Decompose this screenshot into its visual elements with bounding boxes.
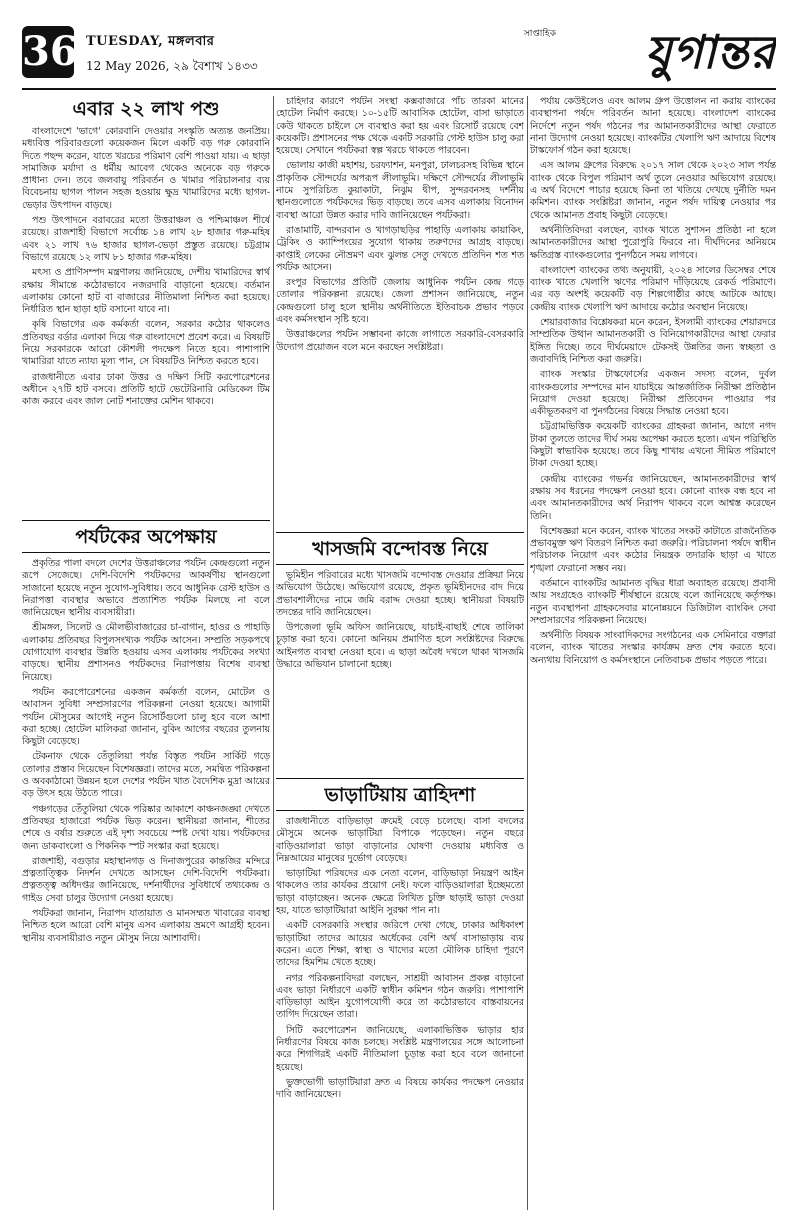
article-paragraph: শ্রীমঙ্গল, সিলেট ও মৌলভীবাজারের চা-বাগান, হাওর ও পাহাড়ি এলাকায় প্রতিবছর বিপুলসংখ্যক পর্যটক আসেন। সম্প্রতি সড়কপথে যোগাযোগ ব্যবস্থার উন্নতি হওয়ায় এসব এলাকায় পর্যটকের সংখ্যা বাড়ছে। স্থানীয় প্রশাসনও পর্যটকদের নিরাপত্তায় বিশেষ ব্যবস্থা নিয়েছে। (22, 622, 270, 683)
article-paragraph: কৃষি বিভাগের এক কর্মকর্তা বলেন, সরকার কঠোর থাকলেও প্রতিবছর বর্ডার এলাকা দিয়ে গরু বাংলাদেশে প্রবেশ করে। এ বিষয়টি নিয়ে সরকারকে আরো কৌশলী পদক্ষেপ নিতে হবে। পাশাপাশি খামারিরা যাতে ন্যায্য মূল্য পান, সে বিষয়টিও নিশ্চিত করতে হবে। (22, 319, 270, 368)
column-divider (273, 96, 274, 1210)
newspaper-page (22, 22, 776, 1210)
column-divider (527, 96, 528, 1210)
article-livestock (22, 96, 270, 516)
headline-livestock: এবার ২২ লাখ পশু (72, 98, 220, 120)
column-1 (22, 96, 270, 1210)
article-paragraph: পশু উৎপাদনে বরাবরের মতো উত্তরাঞ্চল ও পশ্চিমাঞ্চল শীর্ষে রয়েছে। রাজশাহী বিভাগে সর্বোচ্চ ১৪ লাখ ২৮ হাজার গরু-মহিষ এবং ২১ লাখ ৭৬ হাজার ছাগল-ভেড়া প্রস্তুত রয়েছে। চট্টগ্রাম বিভাগে রয়েছে ১২ লাখ ৮১ হাজার গরু-মহিষ। (22, 215, 270, 263)
date-label: 12 May 2026, ২৯ বৈশাখ ১৪৩৩ (86, 59, 258, 73)
article-tenants (276, 774, 524, 1194)
article-paragraph: বাংলাদেশে 'ভাগে' কোরবানি দেওয়ার সংস্কৃতি অত্যন্ত জনপ্রিয়। মধ্যবিত্ত পরিবারগুলো কয়েকজন মিলে একটি বড় গরু কোরবানি দিতে পছন্দ করেন, যাতে খরচের পরিমাণ বেশি পাওয়া যায়। এ ছাড়া সামাজিক মর্যাদা ও ধর্মীয় আবেগ থেকেও অনেকে বড় গরুকে প্রাধান্য দেন। তবে জলবায়ু পরিবর্তন ও খামার পরিচালনার ব্যয় বিবেচনায় ছাগল পালন সহজ হওয়ায় ক্ষুদ্র খামারিদের মধ্যে ছাগল-ভেড়ার উৎপাদন বাড়ছে। (22, 126, 270, 211)
article-paragraph: উত্তরাঞ্চলের পর্যটন সম্ভাবনা কাজে লাগাতে সরকারি-বেসরকারি উদ্যোগ প্রয়োজন বলে মনে করছেন সংশ্লিষ্টরা। (276, 329, 524, 353)
page-number: 36 (22, 26, 74, 78)
article-paragraph: এস আলম গ্রুপের বিরুদ্ধে ২০১৭ সাল থেকে ২০২৩ সাল পর্যন্ত ব্যাংক থেকে বিপুল পরিমাণ অর্থ তুলে নেওয়ার অভিযোগ রয়েছে। এ অর্থ বিদেশে পাচার হয়েছে কিনা তা খতিয়ে দেখছে দুর্নীতি দমন কমিশন। ব্যাংক সংশ্লিষ্টরা জানান, নতুন পর্ষদ দায়িত্ব নেওয়ার পর থেকে আমানত প্রবাহ কিছুটা বেড়েছে। (530, 160, 776, 221)
article-body (276, 816, 524, 1102)
article-paragraph: পর্যটকরা জানান, নিরাপদ যাতায়াত ও মানসম্মত খাবারের ব্যবস্থা নিশ্চিত হলে আরো বেশি মানুষ এসব এলাকায় ভ্রমণে আগ্রহী হবেন। স্থানীয় ব্যবসায়ীরাও নতুন মৌসুম নিয়ে আশাবাদী। (22, 908, 270, 944)
article-paragraph: পর্যায় কেউইলেও এবং আলম গ্রুপ উত্তোলন না করায় ব্যাংকের ব্যবস্থাপনা পর্ষদে পরিবর্তন আনা হয়েছে। বাংলাদেশ ব্যাংকের নির্দেশে নতুন পর্ষদ গঠনের পর আমানতকারীদের আস্থা ফেরাতে নানা উদ্যোগ নেওয়া হয়েছে। ব্যাংকটির খেলাপি ঋণ আদায়ে বিশেষ টাস্কফোর্স গঠন করা হয়েছে। (530, 96, 776, 157)
article-tourism (22, 516, 270, 1196)
article-paragraph: বিশেষজ্ঞরা মনে করেন, ব্যাংক খাতের সংকট কাটাতে রাজনৈতিক প্রভাবমুক্ত ঋণ বিতরণ নিশ্চিত করা জরুরি। পরিচালনা পর্ষদে স্বাধীন পরিচালক নিয়োগ এবং কঠোর নিয়ন্ত্রক তদারকি ছাড়া এ খাতে শৃঙ্খলা ফেরানো সম্ভব নয়। (530, 525, 776, 574)
article-body (276, 570, 524, 671)
article-paragraph: রাজধানীতে বাড়িভাড়া ক্রমেই বেড়ে চলেছে। বাসা বদলের মৌসুমে অনেক ভাড়াটিয়া বিপাকে পড়েছেন। নতুন বছরে বাড়িওয়ালারা ভাড়া বাড়ানোর ঘোষণা দেওয়ায় মধ্যবিত্ত ও নিম্নআয়ের মানুষের দুর্ভোগ বেড়েছে। (276, 816, 524, 864)
article-paragraph: রাঙামাটি, বান্দরবান ও খাগড়াছড়ির পাহাড়ি এলাকায় কায়াকিং, ট্রেকিং ও ক্যাম্পিংয়ের সুযোগ থাকায় তরুণদের আগ্রহ বাড়ছে। কাপ্তাই লেকের নৌভ্রমণ এবং ঝুলন্ত সেতু দেখতে প্রতিদিন শত শত পর্যটক আসেন। (276, 224, 524, 273)
article-tourism-continued (276, 96, 524, 528)
article-paragraph: ভুক্তভোগী ভাড়াটিয়ারা দ্রুত এ বিষয়ে কার্যকর পদক্ষেপ নেওয়ার দাবি জানিয়েছেন। (276, 1076, 524, 1101)
article-body (22, 126, 270, 409)
article-paragraph: নগর পরিকল্পনাবিদরা বলছেন, সাশ্রয়ী আবাসন প্রকল্প বাড়ানো এবং ভাড়া নির্ধারণে একটি স্বাধীন কমিশন গঠন জরুরি। পাশাপাশি বাড়িভাড়া আইন যুগোপযোগী করে তা কঠোরভাবে বাস্তবায়নের তাগিদ দিয়েছেন তারা। (276, 972, 524, 1021)
article-paragraph: রংপুর বিভাগের প্রতিটি জেলায় আধুনিক পর্যটন কেন্দ্র গড়ে তোলার পরিকল্পনা রয়েছে। জেলা প্রশাসন জানিয়েছে, নতুন কেন্দ্রগুলো চালু হলে স্থানীয় অর্থনীতিতে ইতিবাচক প্রভাব পড়বে এবং কর্মসংস্থান সৃষ্টি হবে। (276, 277, 524, 326)
article-paragraph: ভোলায় কাজী মহাশয়, চরফ্যাশন, মনপুরা, ঢালচরসহ বিভিন্ন স্থানে প্রাকৃতিক সৌন্দর্যের অপরূপ লীলাভূমি। দক্ষিণে সৌন্দর্যের লীলাভূমি নামে সুপরিচিত কুয়াকাটা, নিঝুম দ্বীপ, সুন্দরবনসহ দর্শনীয় স্থানগুলোতে পর্যটকদের ভিড় বাড়ছে। তবে এসব এলাকায় বিনোদন ব্যবস্থা আরো উন্নত করার দাবি জানিয়েছেন পর্যটকরা। (276, 160, 524, 221)
headline-tenants: ভাড়াটিয়ায় ত্রাহিদশা (276, 778, 524, 811)
article-banking (530, 96, 776, 1206)
column-3 (530, 96, 776, 1210)
page-header (22, 22, 776, 90)
column-2 (276, 96, 524, 1210)
article-paragraph: চাহিদার কারণে পর্যটন সংস্থা কক্সবাজারে পাঁচ তারকা মানের হোটেল নির্মাণ করছে। ১০-১৫টি আবাসিক হোটেল, বাসা ভাড়াতে কেউ থাকতে চাইলে সে ব্যবস্থাও করা হয় এবং রিসোর্ট রয়েছে বেশ কয়েকটি। প্রশাসনের পক্ষ থেকে একটি সরকারি গেস্ট হাউস চালু করা হয়েছে। সেখানে পর্যটকরা স্বল্প খরচে থাকতে পারবেন। (276, 96, 524, 157)
masthead-logo: যুগান্তর (645, 25, 776, 79)
article-paragraph: উপজেলা ভূমি অফিস জানিয়েছে, যাচাই-বাছাই শেষে তালিকা চূড়ান্ত করা হবে। কোনো অনিয়ম প্রমাণিত হলে সংশ্লিষ্টদের বিরুদ্ধে আইনগত ব্যবস্থা নেওয়া হবে। এ ছাড়া অবৈধ দখলে থাকা খাসজমি উদ্ধারে অভিযান চালানো হচ্ছে। (276, 622, 524, 671)
article-paragraph: অর্থনীতিবিদরা বলছেন, ব্যাংক খাতে সুশাসন প্রতিষ্ঠা না হলে আমানতকারীদের আস্থা পুরোপুরি ফিরবে না। দীর্ঘদিনের অনিয়মে ক্ষতিগ্রস্ত ব্যাংকগুলোর পুনর্গঠনে সময় লাগবে। (530, 224, 776, 261)
article-paragraph: শেয়ারবাজার বিশ্লেষকরা মনে করেন, ইসলামী ব্যাংকের শেয়ারদরে সাম্প্রতিক উত্থান আমানতকারী ও বিনিয়োগকারীদের আস্থা ফেরার ইঙ্গিত দিচ্ছে। তবে দীর্ঘমেয়াদে টেকসই উন্নতির জন্য স্বচ্ছতা ও জবাবদিহি নিশ্চিত করা জরুরি। (530, 317, 776, 365)
article-paragraph: পর্যটন করপোরেশনের একজন কর্মকর্তা বলেন, মোটেল ও আবাসন সুবিধা সম্প্রসারণের পরিকল্পনা নেওয়া হয়েছে। আগামী পর্যটন মৌসুমের আগেই নতুন রিসোর্টগুলো চালু হবে বলে আশা করা হচ্ছে। হোটেল মালিকরা জানান, বুকিং আগের বছরের তুলনায় কিছুটা বেড়েছে। (22, 686, 270, 748)
article-paragraph: পঞ্চগড়ের তেঁতুলিয়া থেকে পরিষ্কার আকাশে কাঞ্চনজঙ্ঘা দেখতে প্রতিবছর হাজারো পর্যটক ভিড় করেন। স্থানীয়রা জানান, শীতের শেষে ও বর্ষার শুরুতে এই দৃশ্য সবচেয়ে স্পষ্ট দেখা যায়। পর্যটকদের জন্য ডাকবাংলো ও পিকনিক স্পট সংস্কার করা হয়েছে। (22, 803, 270, 852)
article-body (530, 96, 776, 667)
article-paragraph: চট্টগ্রামভিত্তিক কয়েকটি ব্যাংকের গ্রাহকরা জানান, আগে নগদ টাকা তুলতে তাদের দীর্ঘ সময় অপেক্ষা করতে হতো। এখন পরিস্থিতি কিছুটা স্বাভাবিক হয়েছে। তবে কিছু শাখায় এখনো সীমিত পরিমাণে টাকা দেওয়া হচ্ছে। (530, 421, 776, 470)
article-paragraph: ভাড়াটিয়া পরিষদের এক নেতা বলেন, বাড়িভাড়া নিয়ন্ত্রণ আইন থাকলেও তার কার্যকর প্রয়োগ নেই। ফলে বাড়িওয়ালারা ইচ্ছেমতো ভাড়া বাড়াচ্ছেন। অনেক ক্ষেত্রে লিখিত চুক্তি ছাড়াই ভাড়া দেওয়া হয়, যাতে ভাড়াটিয়ারা আইনি সুরক্ষা পান না। (276, 868, 524, 917)
headline-tourism: পর্যটকের অপেক্ষায় (22, 520, 270, 553)
article-paragraph: অর্থনীতি বিষয়ক সাংবাদিকদের সংগঠনের এক সেমিনারে বক্তারা বলেন, ব্যাংক খাতের সংস্কার কার্যক্রম দ্রুত শেষ করতে হবে। অন্যথায় বিনিয়োগ ও কর্মসংস্থানে নেতিবাচক প্রভাব পড়তে পারে। (530, 630, 776, 666)
article-body (276, 96, 524, 354)
columns (22, 96, 776, 1210)
article-paragraph: মৎস্য ও প্রাণিসম্পদ মন্ত্রণালয় জানিয়েছে, দেশীয় খামারিদের স্বার্থ রক্ষায় সীমান্তে কঠোরভাবে নজরদারি বাড়ানো হয়েছে। বর্তমান এলাকায় কোনো হাট বা বাজারের নীতিমালা নিশ্চিত করা হয়েছে। নির্ধারিত স্থান ছাড়া হাট বসানো যাবে না। (22, 267, 270, 316)
article-paragraph: কেন্দ্রীয় ব্যাংকের গভর্নর জানিয়েছেন, আমানতকারীদের স্বার্থ রক্ষায় সব ধরনের পদক্ষেপ নেওয়া হবে। কোনো ব্যাংক বন্ধ হবে না এবং আমানতকারীদের অর্থ নিরাপদ থাকবে বলে আশ্বস্ত করেছেন তিনি। (530, 473, 776, 522)
article-paragraph: সিটি করপোরেশন জানিয়েছে, এলাকাভিত্তিক ভাড়ার হার নির্ধারণের বিষয়ে কাজ চলছে। সংশ্লিষ্ট মন্ত্রণালয়ের সঙ্গে আলোচনা করে শিগগিরই একটি নীতিমালা চূড়ান্ত করা হবে বলে জানানো হয়েছে। (276, 1024, 524, 1073)
masthead (476, 22, 776, 84)
article-khas-land (276, 528, 524, 774)
masthead-tag: সাপ্তাহিক (523, 29, 556, 39)
day-label: TUESDAY, মঙ্গলবার (86, 34, 215, 49)
article-paragraph: একটি বেসরকারি সংস্থার জরিপে দেখা গেছে, ঢাকার অধিকাংশ ভাড়াটিয়া তাদের আয়ের অর্ধেকের বেশি অর্থ বাসাভাড়ায় ব্যয় করেন। এতে শিক্ষা, স্বাস্থ্য ও খাদ্যের মতো মৌলিক চাহিদা পূরণে তাদের হিমশিম খেতে হচ্ছে। (276, 920, 524, 969)
article-paragraph: ব্যাংক সংস্কার টাস্কফোর্সের একজন সদস্য বলেন, দুর্বল ব্যাংকগুলোর সম্পদের মান যাচাইয়ে আন্তর্জাতিক নিরীক্ষা প্রতিষ্ঠান নিয়োগ দেওয়া হয়েছে। নিরীক্ষা প্রতিবেদন পাওয়ার পর একীভূতকরণ বা পুনর্গঠনের বিষয়ে সিদ্ধান্ত নেওয়া হবে। (530, 369, 776, 418)
article-paragraph: বাংলাদেশ ব্যাংকের তথ্য অনুযায়ী, ২০২৪ সালের ডিসেম্বর শেষে ব্যাংক খাতে খেলাপি ঋণের পরিমাণ দাঁড়িয়েছে রেকর্ড পরিমাণে। এর বড় অংশই কয়েকটি বড় শিল্পগোষ্ঠীর কাছে আটকে আছে। কেন্দ্রীয় ব্যাংক খেলাপি ঋণ আদায়ে কঠোর অবস্থান নিয়েছে। (530, 264, 776, 313)
dateline (86, 32, 258, 78)
article-paragraph: প্রকৃতির পালা বদলে দেশের উত্তরাঞ্চলের পর্যটন কেন্দ্রগুলো নতুন রূপে সেজেছে। দেশি-বিদেশি পর্যটকদের আকর্ষণীয় স্থানগুলো সাজানো হয়েছে নতুন সুযোগ-সুবিধায়। তবে আধুনিক রেস্ট হাউস ও নিরাপত্তা ব্যবস্থার অভাবে প্রত্যাশিত পর্যটক মিলছে না বলে জানিয়েছেন স্থানীয় ব্যবসায়ীরা। (22, 558, 270, 619)
article-body (22, 558, 270, 945)
article-paragraph: ভূমিহীন পরিবারের মধ্যে খাসজমি বন্দোবস্ত দেওয়ার প্রক্রিয়া নিয়ে অভিযোগ উঠেছে। অভিযোগ রয়েছে, প্রকৃত ভূমিহীনদের বাদ দিয়ে প্রভাবশালীদের নামে জমি বরাদ্দ দেওয়া হচ্ছে। স্থানীয়রা বিষয়টি তদন্তের দাবি জানিয়েছেন। (276, 570, 524, 618)
article-paragraph: রাজধানীতে এবার ঢাকা উত্তর ও দক্ষিণ সিটি করপোরেশনের অধীনে ২৭টি হাট বসবে। প্রতিটি হাটে ভেটেরিনারি মেডিকেল টিম কাজ করবে এবং জাল নোট শনাক্তের মেশিন থাকবে। (22, 371, 270, 408)
headline-khas-land: খাসজমি বন্দোবস্ত নিয়ে (276, 532, 524, 565)
article-paragraph: টেকনাফ থেকে তেঁতুলিয়া পর্যন্ত বিস্তৃত পর্যটন সার্কিট গড়ে তোলার প্রস্তাব দিয়েছেন বিশেষজ্ঞরা। তাদের মতে, সমন্বিত পরিকল্পনা ও অবকাঠামো উন্নয়ন হলে দেশের পর্যটন খাত বৈদেশিক মুদ্রা আয়ের বড় উৎস হয়ে উঠতে পারে। (22, 751, 270, 800)
article-paragraph: রাজশাহী, বগুড়ার মহাস্থানগড় ও দিনাজপুরের কান্তজির মন্দিরে প্রত্নতাত্ত্বিক নিদর্শন দেখতে আসছেন দেশি-বিদেশি পর্যটকরা। প্রত্নতত্ত্ব অধিদপ্তর জানিয়েছে, দর্শনার্থীদের সুবিধার্থে তথ্যকেন্দ্র ও গাইড সেবা চালুর উদ্যোগ নেওয়া হয়েছে। (22, 855, 270, 904)
article-paragraph: বর্তমানে ব্যাংকটির আমানত বৃদ্ধির ধারা অব্যাহত রয়েছে। প্রবাসী আয় সংগ্রহেও ব্যাংকটি শীর্ষস্থানে রয়েছে বলে জানিয়েছে কর্তৃপক্ষ। নতুন ব্যবস্থাপনা গ্রাহকসেবার মানোন্নয়নে ডিজিটাল ব্যাংকিং সেবা সম্প্রসারণের পরিকল্পনা নিয়েছে। (530, 577, 776, 626)
